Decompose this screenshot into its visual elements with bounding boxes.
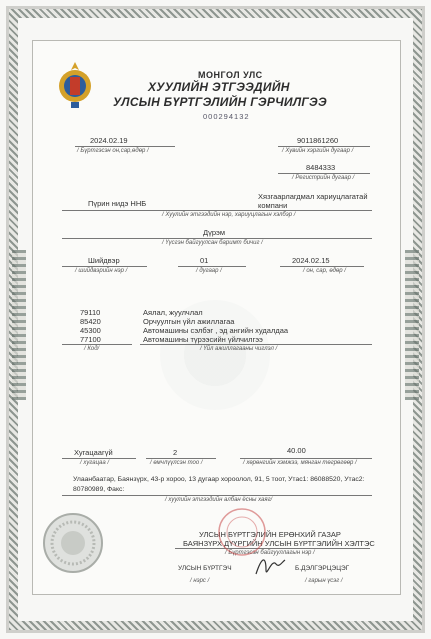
activity-code: 77100 [80,335,101,344]
activity-code: 85420 [80,317,101,326]
official-stamp-icon [216,506,268,558]
decision-number: 01 [200,256,209,265]
activity-code: 79110 [80,308,101,317]
entity-name: Пүрин нидэ ННБ [88,199,147,208]
title-line1: ХУУЛИЙН ЭТГЭЭДИЙН [148,80,290,94]
agency-line2: БАЯНЗҮРХ ДҮҮРГИЙН УЛСЫН БҮРТГЭЛИЙН ХЭЛТЭС [183,539,375,548]
state-register-label: / Регистрийн дугаар / [292,175,355,181]
registrar-role: УЛСЫН БҮРТГЭЧ [178,565,232,572]
state-emblem-icon [58,60,92,110]
address-label: / хуулийн этгээдийн албан ёсны хаяг/ [165,497,273,503]
registration-date: 2024.02.19 [90,136,128,145]
activity-name-label: / Үйл ажиллагааны чиглэл / [200,346,278,352]
registrar-name: Б.ДЭЛГЭРЦЭЦЭГ [295,565,350,572]
serial-number: 000294132 [203,112,250,121]
decision-name: Шийдвэр [88,256,120,265]
title-line2: УЛСЫН БҮРТГЭЛИЙН ГЭРЧИЛГЭЭ [113,95,327,109]
founder-count-label: / өмчлүүлсэн тоо / [150,460,203,466]
embossed-seal-icon [42,512,104,574]
entity-name-label: / Хуулийн этгээдийн нэр, хариуцлагын хэлбэр / [162,212,296,218]
decision-number-label: / дугаар / [196,268,222,274]
state-register-number: 8484333 [306,163,336,172]
decision-name-label: / шийдвэрийн нэр / [75,268,128,274]
agency-line1: УЛСЫН БҮРТГЭЛИЙН ЕРӨНХИЙ ГАЗАР [199,530,341,539]
activity-name: Орчуулгын үйл ажиллагаа [143,317,235,326]
capital-label: / хөрөнгийн хэмжээ, мянган төгрөгөөр / [243,460,357,466]
registration-date-label: / Бүртгэсэн он,сар,өдөр / [77,148,149,154]
left-ornament [12,250,26,400]
term-value: Хугацаагүй [74,448,113,457]
country-title: МОНГОЛ УЛС [198,70,263,80]
case-number: 9011861260 [297,136,339,145]
address-line2: 80780989, Факс: [73,486,125,493]
capital-amount: 40.00 [287,446,306,455]
founder-count: 2 [173,448,178,457]
activity-name: Аялал, жуулчлал [143,308,203,317]
case-number-label: / Хувийн хэргийн дугаар / [282,148,354,154]
founding-document-label: / Үүсгэн байгуулсан баримт бичиг / [162,240,263,246]
activity-name: Автомашины сэлбэг , эд ангийн худалдаа [143,326,289,335]
address-line1: Улаанбаатар, Баянзүрх, 43-р хороо, 13 дугаар хороолол, 91, 5 тоот, Утас1: 86088520, Утас2: [73,476,365,483]
activity-name: Автомашины түрээсийн үйлчилгээ [143,335,263,344]
registrar-role-label: / нэрс / [190,578,210,584]
term-label: / хугацаа / [80,460,110,466]
right-ornament [405,250,419,400]
activity-code-label: / Код/ [84,346,100,352]
decision-date: 2024.02.15 [292,256,330,265]
activity-code: 45300 [80,326,101,335]
signature-label: / гарын үсэг / [305,578,343,584]
decision-date-label: / он, сар, өдөр / [303,268,346,274]
agency-label: / Бүртгэсэн байгууллагын нэр / [225,550,315,556]
entity-type: Хязгаарлагдмал хариуцлагатай компани [258,192,368,210]
signature-icon [252,552,288,582]
founding-document: Дүрэм [203,228,225,237]
